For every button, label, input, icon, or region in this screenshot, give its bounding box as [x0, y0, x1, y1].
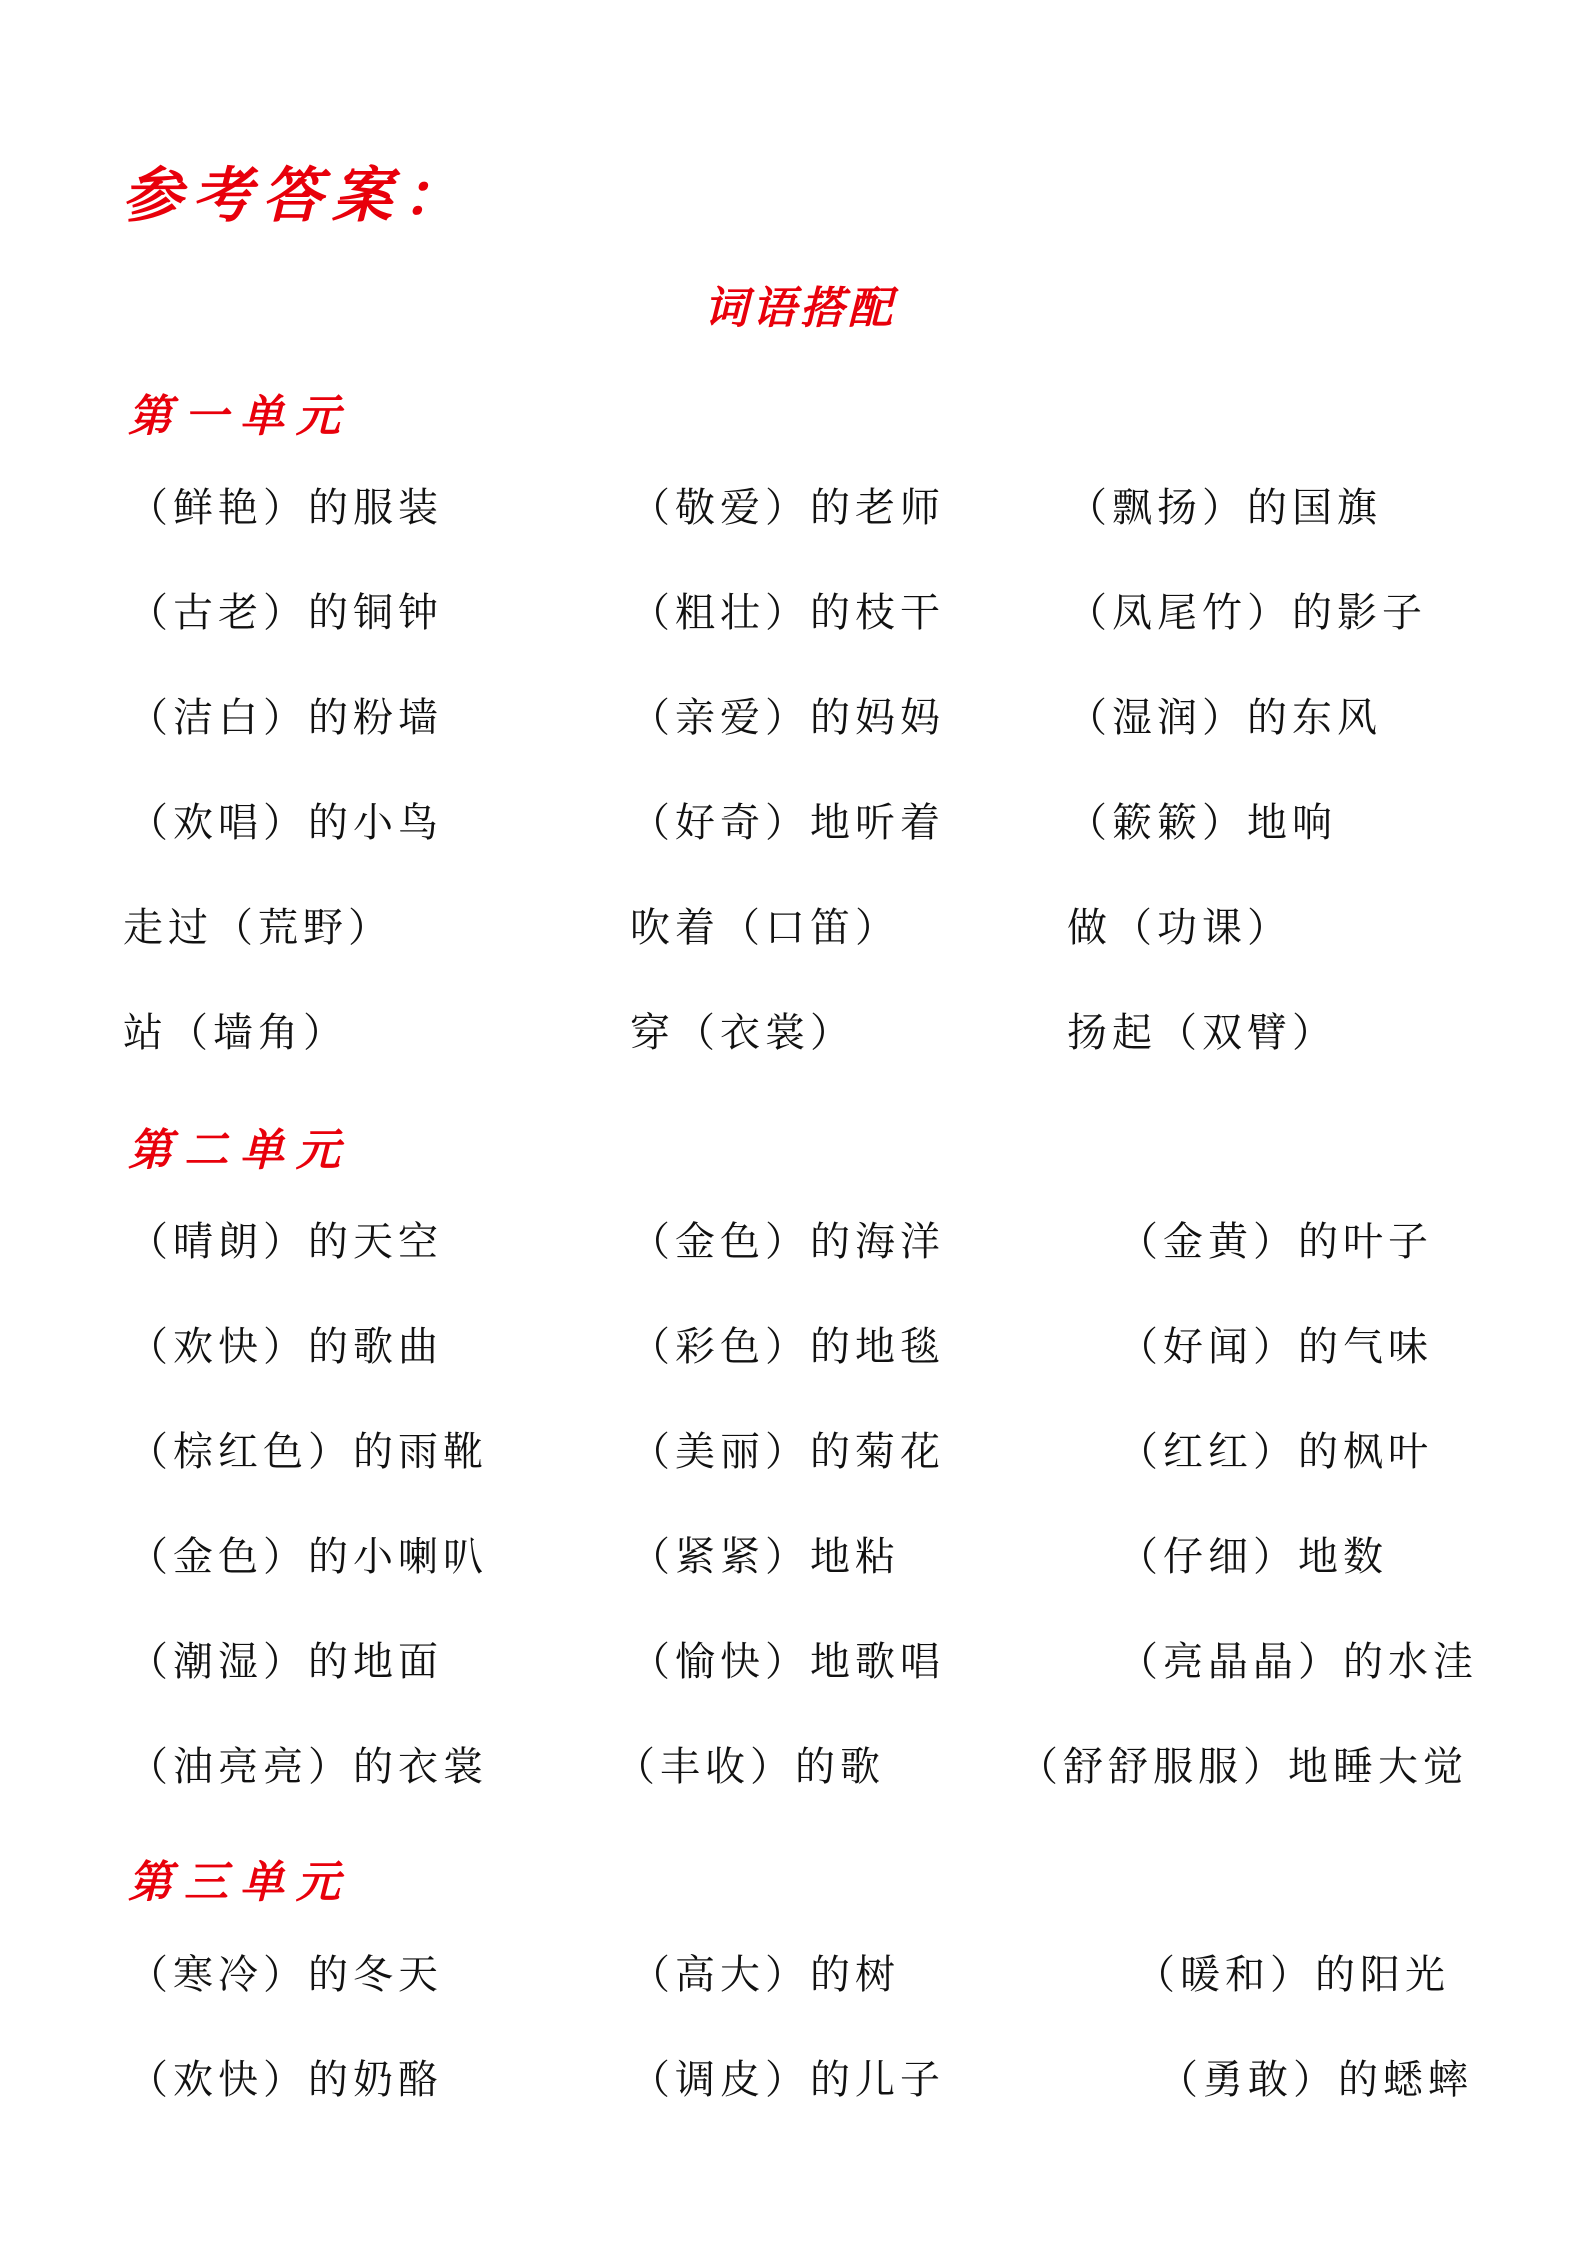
unit-heading: 第二单元	[128, 1125, 352, 1176]
word-pair: （古老）的铜钟	[128, 590, 443, 636]
word-pair: （潮湿）的地面	[128, 1639, 443, 1685]
word-pair: （湿润）的东风	[1067, 695, 1382, 741]
word-pair: （愉快）地歌唱	[630, 1639, 945, 1685]
word-pair: （凤尾竹）的影子	[1067, 590, 1427, 636]
word-pair: （好奇）地听着	[630, 800, 945, 846]
word-pair: （亲爱）的妈妈	[630, 695, 945, 741]
word-pair: （丰收）的歌	[615, 1744, 885, 1790]
word-pair: （美丽）的菊花	[630, 1429, 945, 1475]
word-pair: （金色）的小喇叭	[128, 1534, 488, 1580]
word-pair: （亮晶晶）的水洼	[1118, 1639, 1478, 1685]
word-pair: 吹着（口笛）	[630, 905, 900, 951]
word-pair: （棕红色）的雨靴	[128, 1429, 488, 1475]
section-title: 词语搭配	[704, 283, 896, 334]
word-pair: （寒冷）的冬天	[128, 1952, 443, 1998]
word-pair: （欢快）的奶酪	[128, 2057, 443, 2103]
word-pair: （鲜艳）的服装	[128, 485, 443, 531]
word-pair: （彩色）的地毯	[630, 1324, 945, 1370]
word-pair: （敬爱）的老师	[630, 485, 945, 531]
word-pair: 走过（荒野）	[123, 905, 393, 951]
word-pair: （紧紧）地粘	[630, 1534, 900, 1580]
word-pair: （簌簌）地响	[1067, 800, 1337, 846]
word-pair: （红红）的枫叶	[1118, 1429, 1433, 1475]
word-pair: （粗壮）的枝干	[630, 590, 945, 636]
word-pair: （仔细）地数	[1118, 1534, 1388, 1580]
word-pair: （高大）的树	[630, 1952, 900, 1998]
word-pair: 穿（衣裳）	[630, 1010, 855, 1056]
word-pair: （欢唱）的小鸟	[128, 800, 443, 846]
word-pair: （洁白）的粉墙	[128, 695, 443, 741]
word-pair: （好闻）的气味	[1118, 1324, 1433, 1370]
word-pair: （舒舒服服）地睡大觉	[1018, 1744, 1468, 1790]
word-pair: （暖和）的阳光	[1135, 1952, 1450, 1998]
word-pair: （油亮亮）的衣裳	[128, 1744, 488, 1790]
word-pair: （飘扬）的国旗	[1067, 485, 1382, 531]
word-pair: （金色）的海洋	[630, 1219, 945, 1265]
word-pair: （欢快）的歌曲	[128, 1324, 443, 1370]
word-pair: （晴朗）的天空	[128, 1219, 443, 1265]
word-pair: （调皮）的儿子	[630, 2057, 945, 2103]
word-pair: （勇敢）的蟋蟀	[1158, 2057, 1473, 2103]
word-pair: （金黄）的叶子	[1118, 1219, 1433, 1265]
unit-heading: 第一单元	[128, 391, 352, 442]
word-pair: 做（功课）	[1067, 905, 1292, 951]
word-pair: 站（墙角）	[123, 1010, 348, 1056]
word-pair: 扬起（双臂）	[1067, 1010, 1337, 1056]
page-title: 参考答案：	[122, 161, 472, 231]
unit-heading: 第三单元	[128, 1857, 352, 1908]
